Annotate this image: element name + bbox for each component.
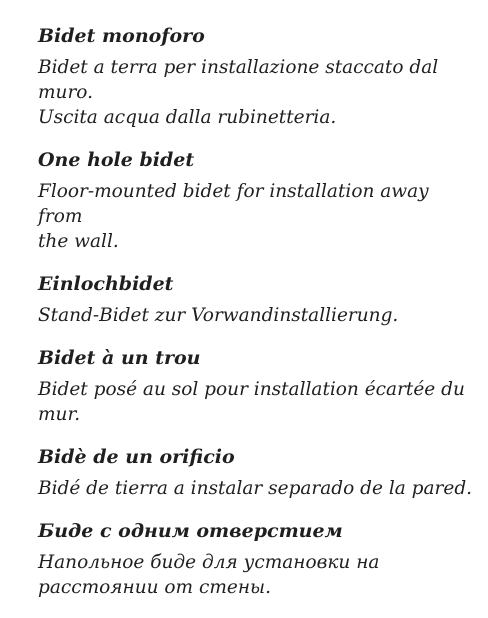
- entry-spanish: [38, 445, 478, 501]
- entry-description: [38, 377, 478, 427]
- product-description: [38, 24, 478, 618]
- description-line: Uscita acqua dalla rubinetteria.: [38, 107, 337, 128]
- description-line: the wall.: [38, 231, 119, 252]
- entry-title: Einlochbidet: [38, 273, 174, 295]
- entry-french: [38, 346, 478, 427]
- entry-description: [38, 55, 478, 130]
- entry-title: Bidet monoforo: [38, 25, 205, 47]
- entry-title: One hole bidet: [38, 149, 195, 171]
- entry-description: [38, 179, 478, 254]
- description-line: Напольное биде для установки на: [38, 552, 380, 573]
- entry-english: [38, 148, 478, 254]
- entry-description: [38, 550, 478, 600]
- entry-title: Bidè de un orificio: [38, 446, 235, 468]
- entry-description: [38, 303, 478, 328]
- entry-title: Bidet à un trou: [38, 347, 201, 369]
- entry-german: [38, 272, 478, 328]
- description-line: Bidet posé au sol pour installation écartée du mur.: [38, 379, 465, 425]
- entry-description: [38, 476, 478, 501]
- description-line: Stand-Bidet zur Vorwandinstallierung.: [38, 305, 399, 326]
- entry-italian: [38, 24, 478, 130]
- description-line: Bidé de tierra a instalar separado de la pared.: [38, 478, 473, 499]
- description-line: Floor-mounted bidet for installation away from: [38, 181, 429, 227]
- description-line: расстоянии от стены.: [38, 577, 271, 598]
- entry-russian: [38, 519, 478, 600]
- description-line: Bidet a terra per installazione staccato dal muro.: [38, 57, 439, 103]
- entry-title: Биде с одним отверстием: [38, 520, 343, 542]
